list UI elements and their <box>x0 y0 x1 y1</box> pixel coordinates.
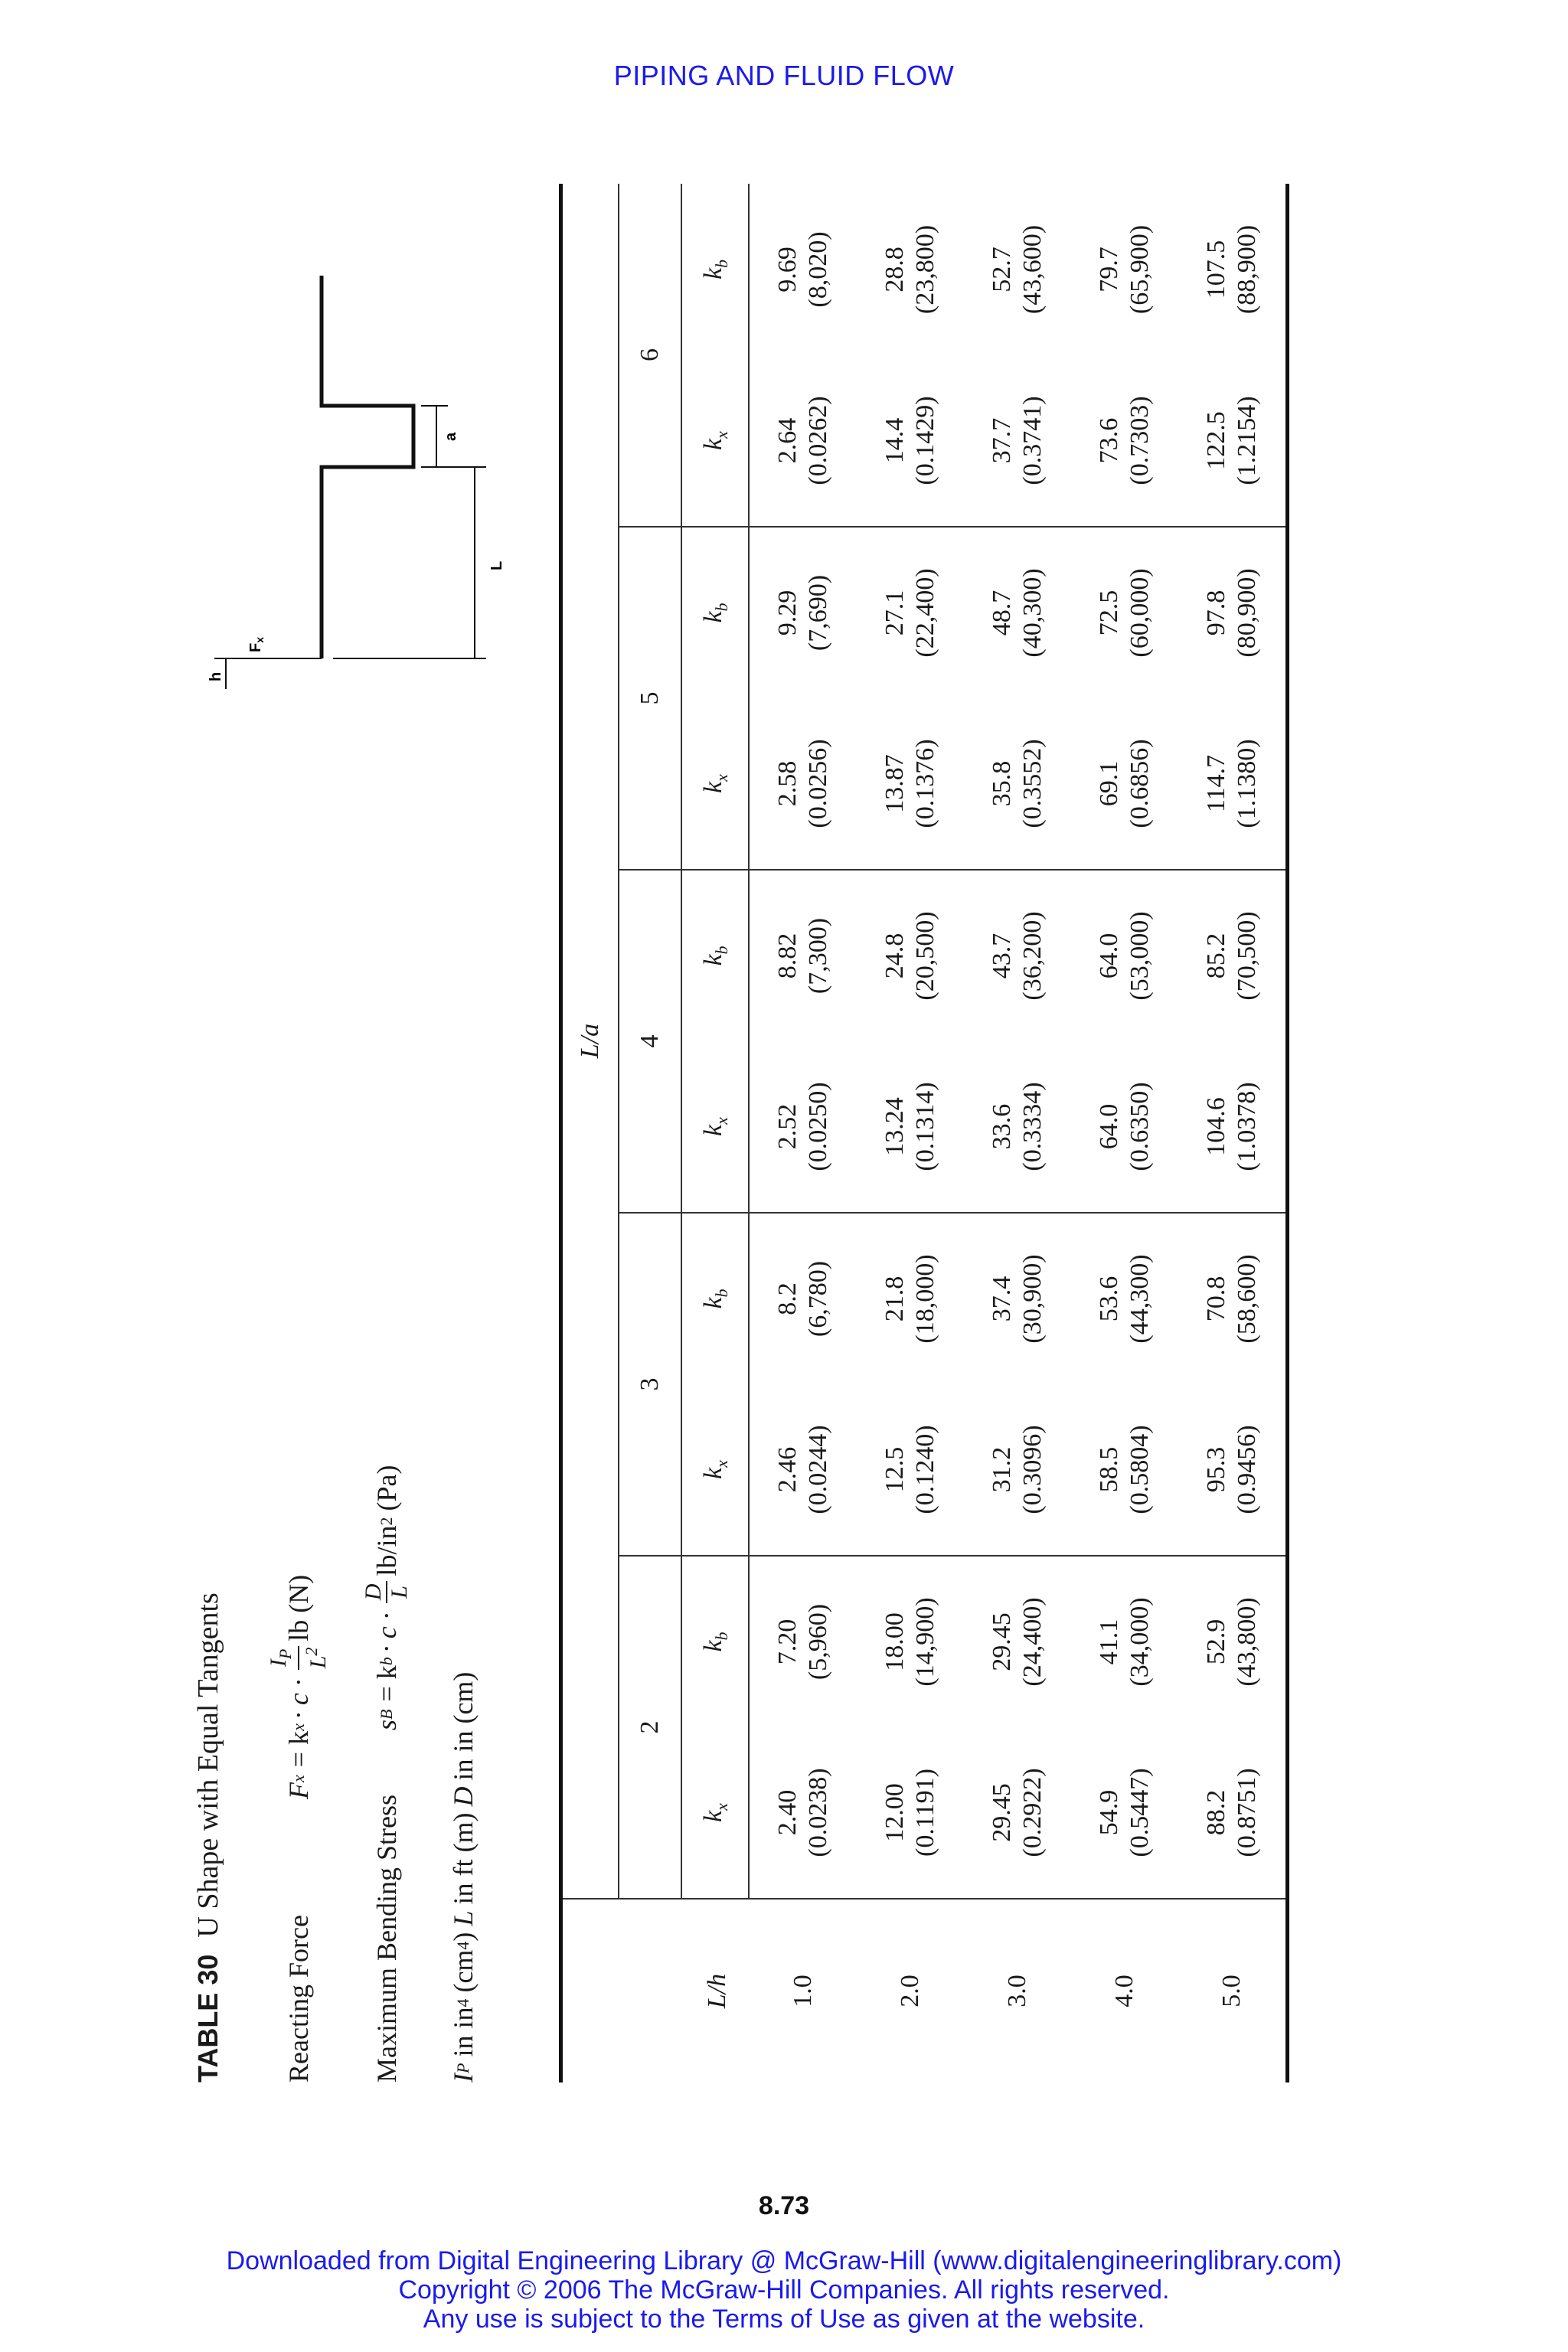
note-text: ) <box>448 1932 479 1942</box>
cell-si-value: (0.1240) <box>911 1425 939 1514</box>
cell-si-value: (40,300) <box>1018 568 1047 658</box>
fraction-denominator: L <box>387 1586 412 1599</box>
cell-kb <box>1178 184 1288 355</box>
footer <box>0 2246 1568 2334</box>
cell-value: 29.45 <box>988 1612 1016 1671</box>
u-shape-svg <box>199 276 505 704</box>
cell-value: 37.7 <box>988 417 1016 464</box>
cell-value: 9.69 <box>773 247 802 292</box>
col-kb: $k_b$ <box>681 184 749 355</box>
formula-operator: = k <box>283 1730 314 1768</box>
col-kx: $k_x$ <box>681 698 749 870</box>
cell-si-value: (0.3552) <box>1018 739 1047 828</box>
formula-subscript: x <box>289 1723 308 1731</box>
col-kx: $k_x$ <box>681 355 749 527</box>
cell-kx <box>1178 1727 1288 1899</box>
cell-value: 54.9 <box>1095 1789 1123 1836</box>
subheader-row <box>681 184 749 2082</box>
cell-kb <box>964 527 1071 698</box>
row-lh-value: 1.0 <box>788 1975 817 2007</box>
cell-value: 72.5 <box>1095 590 1123 636</box>
table-row <box>749 184 857 2082</box>
formula-symbol: s <box>371 1719 402 1730</box>
fraction-numerator: I <box>266 1659 291 1668</box>
cell-kx <box>749 1041 857 1213</box>
bending-stress-formula <box>352 1465 421 2082</box>
cell-value: 52.7 <box>988 247 1016 292</box>
cell-value: 8.82 <box>773 933 802 979</box>
cell-value: 18.00 <box>880 1612 909 1671</box>
cell-si-value: (20,500) <box>911 911 939 1001</box>
cell-si-value: (65,900) <box>1125 224 1154 315</box>
rotated-table-content <box>191 184 1261 2082</box>
col-kb: $k_b$ <box>681 1213 749 1384</box>
cell-si-value: (22,400) <box>911 568 939 658</box>
cell-kb <box>1071 1556 1178 1727</box>
cell-kx <box>749 698 857 870</box>
cell-value: 13.24 <box>880 1097 909 1156</box>
group-values-row <box>619 184 681 2082</box>
cell-kx <box>964 698 1071 870</box>
row-header: L/h <box>561 1899 750 2082</box>
cell-value: 104.6 <box>1202 1097 1230 1156</box>
cell-value: 64.0 <box>1095 933 1123 979</box>
formula-factor: · c · <box>283 1679 314 1720</box>
coefficient-table <box>559 184 1289 2082</box>
cell-kb <box>1178 1213 1288 1384</box>
cell-kb <box>749 870 857 1041</box>
cell-kb <box>857 1556 964 1727</box>
group-2: 2 <box>619 1556 681 1899</box>
table-header-top <box>561 184 619 2082</box>
cell-value: 73.6 <box>1095 417 1123 464</box>
formula-operator: = k <box>371 1665 402 1702</box>
note-text: in ft (m) <box>448 1812 479 1905</box>
cell-si-value: (43,800) <box>1233 1597 1261 1687</box>
cell-si-value: (0.0238) <box>804 1768 832 1857</box>
dim-label-h: h <box>207 671 224 681</box>
table-number: TABLE 30 <box>192 1954 224 2082</box>
cell-kb <box>857 527 964 698</box>
cell-value: 2.46 <box>773 1446 802 1493</box>
note-text: in in (cm) <box>448 1671 479 1781</box>
cell-si-value: (0.1376) <box>911 739 939 828</box>
cell-si-value: (0.0250) <box>804 1082 832 1171</box>
cell-kx <box>1071 1727 1178 1899</box>
cell-kx <box>1071 1041 1178 1213</box>
cell-si-value: (0.3096) <box>1018 1425 1047 1514</box>
cell-si-value: (70,500) <box>1233 911 1261 1001</box>
cell-kx <box>1071 698 1178 870</box>
table-body <box>749 184 1288 2082</box>
cell-kx <box>857 1041 964 1213</box>
cell-si-value: (0.1429) <box>911 396 939 485</box>
fraction-numerator-sub: P <box>276 1648 295 1660</box>
footer-line: Any use is subject to the Terms of Use as given at the website. <box>423 2305 1145 2334</box>
cell-si-value: (0.0262) <box>804 396 832 485</box>
cell-kx <box>964 1041 1071 1213</box>
cell-value: 12.00 <box>880 1783 909 1842</box>
group-6: 6 <box>619 184 681 527</box>
cell-value: 41.1 <box>1095 1619 1123 1665</box>
cell-kx <box>1071 355 1178 527</box>
table-heading <box>191 1592 225 2082</box>
cell-si-value: (18,000) <box>911 1254 939 1344</box>
formula-factor: · c · <box>371 1612 402 1653</box>
cell-si-value: (0.2922) <box>1018 1768 1047 1857</box>
cell-kb <box>1178 1556 1288 1727</box>
cell-si-value: (1.2154) <box>1233 396 1261 485</box>
cell-si-value: (43,600) <box>1018 224 1047 315</box>
cell-kb <box>964 1556 1071 1727</box>
cell-value: 107.5 <box>1202 240 1230 299</box>
cell-value: 33.6 <box>988 1103 1016 1150</box>
cell-kx <box>964 355 1071 527</box>
cell-si-value: (0.7303) <box>1125 396 1154 485</box>
cell-kx <box>1178 1384 1288 1556</box>
cell-value: 9.29 <box>773 590 802 636</box>
cell-si-value: (7,690) <box>804 574 832 652</box>
cell-value: 58.5 <box>1095 1446 1123 1493</box>
cell-value: 31.2 <box>988 1446 1016 1493</box>
bending-stress-label: Maximum Bending Stress <box>371 1795 402 2082</box>
row-lh-value: 2.0 <box>896 1975 924 2007</box>
col-kb: $k_b$ <box>681 1556 749 1727</box>
col-kx: $k_x$ <box>681 1041 749 1213</box>
cell-si-value: (0.0244) <box>804 1425 832 1514</box>
group-header: L/a <box>561 184 619 1899</box>
cell-value: 64.0 <box>1095 1103 1123 1150</box>
cell-value: 79.7 <box>1095 247 1123 292</box>
cell-kx <box>964 1384 1071 1556</box>
cell-value: 24.8 <box>880 933 909 979</box>
cell-si-value: (24,400) <box>1018 1597 1047 1687</box>
table-title: U Shape with Equal Tangents <box>192 1592 224 1938</box>
cell-si-value: (0.5804) <box>1125 1425 1154 1514</box>
cell-kx <box>749 1384 857 1556</box>
col-kb: $k_b$ <box>681 870 749 1041</box>
cell-value: 12.5 <box>880 1446 909 1493</box>
u-shape-outline <box>322 276 413 658</box>
cell-value: 37.4 <box>988 1276 1016 1322</box>
cell-value: 85.2 <box>1202 933 1230 979</box>
cell-kb <box>749 527 857 698</box>
units-note <box>440 1672 486 2082</box>
cell-si-value: (0.9456) <box>1233 1425 1261 1514</box>
table-row <box>1178 184 1288 2082</box>
cell-si-value: (0.6350) <box>1125 1082 1154 1171</box>
cell-value: 122.5 <box>1202 411 1230 470</box>
force-label: $F_x$ <box>247 636 266 652</box>
cell-kx <box>749 355 857 527</box>
col-kb: $k_b$ <box>681 527 749 698</box>
cell-si-value: (6,780) <box>804 1260 832 1338</box>
cell-si-value: (1.0378) <box>1233 1082 1261 1171</box>
dim-label-L: L <box>488 560 505 570</box>
col-kx: $k_x$ <box>681 1384 749 1556</box>
dim-label-a: a <box>443 432 459 441</box>
cell-value: 53.6 <box>1095 1276 1123 1322</box>
fraction-denominator-sup: 2 <box>302 1647 321 1656</box>
cell-value: 70.8 <box>1202 1276 1230 1322</box>
reacting-force-label: Reacting Force <box>283 1915 314 2082</box>
cell-value: 2.40 <box>773 1789 802 1836</box>
table-row <box>857 184 964 2082</box>
formula-symbol: F <box>283 1782 314 1799</box>
cell-kb <box>964 870 1071 1041</box>
stress-units-sup: 2 <box>377 1517 396 1526</box>
note-sup: 4 <box>453 1998 472 2007</box>
cell-si-value: (23,800) <box>911 224 939 315</box>
cell-kx <box>1071 1384 1178 1556</box>
cell-si-value: (0.0256) <box>804 739 832 828</box>
cell-kb <box>964 184 1071 355</box>
formula-subscript: b <box>377 1657 396 1666</box>
table-row <box>964 184 1071 2082</box>
stress-units-si: (Pa) <box>371 1465 402 1511</box>
cell-kb <box>857 870 964 1041</box>
cell-kx <box>857 698 964 870</box>
cell-value: 97.8 <box>1202 590 1230 636</box>
stress-units: lb/in <box>371 1525 402 1576</box>
note-text: (cm <box>448 1949 479 1993</box>
cell-si-value: (0.1191) <box>911 1769 939 1857</box>
cell-si-value: (58,600) <box>1233 1254 1261 1344</box>
page-number: 8.73 <box>758 2191 810 2220</box>
cell-kb <box>749 184 857 355</box>
cell-kb <box>857 1213 964 1384</box>
row-lh-value: 3.0 <box>1003 1975 1031 2007</box>
note-symbol: D <box>448 1786 479 1807</box>
cell-value: 88.2 <box>1202 1789 1230 1836</box>
group-4: 4 <box>619 870 681 1213</box>
cell-si-value: (0.1314) <box>911 1082 939 1171</box>
running-head: PIPING AND FLUID FLOW <box>613 60 955 91</box>
cell-value: 8.2 <box>773 1282 802 1315</box>
cell-si-value: (0.8751) <box>1233 1768 1261 1857</box>
table-row <box>1071 184 1178 2082</box>
row-lh-value: 5.0 <box>1178 1899 1288 2082</box>
force-fraction <box>266 1646 331 1670</box>
reacting-force-formula <box>264 1575 333 2082</box>
cell-value: 2.52 <box>773 1103 802 1150</box>
cell-kx <box>1178 355 1288 527</box>
stress-fraction <box>361 1581 412 1604</box>
fraction-denominator: L <box>305 1655 331 1669</box>
cell-value: 27.1 <box>880 590 909 636</box>
cell-si-value: (88,900) <box>1233 224 1261 315</box>
cell-value: 14.4 <box>880 417 909 464</box>
cell-kb <box>1071 184 1178 355</box>
note-subscript: P <box>453 2063 472 2073</box>
cell-kb <box>1071 1213 1178 1384</box>
cell-si-value: (0.3334) <box>1018 1082 1047 1171</box>
cell-kx <box>964 1727 1071 1899</box>
cell-si-value: (8,020) <box>804 231 832 308</box>
cell-kb <box>1071 870 1178 1041</box>
cell-kx <box>857 1727 964 1899</box>
cell-value: 114.7 <box>1202 754 1230 813</box>
fraction-numerator: D <box>361 1581 387 1604</box>
cell-kx <box>749 1727 857 1899</box>
cell-si-value: (60,000) <box>1125 568 1154 658</box>
cell-value: 21.8 <box>880 1276 909 1322</box>
cell-si-value: (80,900) <box>1233 568 1261 658</box>
row-lh-value: 4.0 <box>1110 1975 1138 2007</box>
u-shape-diagram <box>199 276 505 704</box>
cell-kb <box>1178 527 1288 698</box>
cell-kx <box>1178 1041 1288 1213</box>
cell-value: 95.3 <box>1202 1446 1230 1493</box>
force-units: lb (N) <box>283 1574 314 1642</box>
cell-kb <box>749 1213 857 1384</box>
cell-kb <box>857 184 964 355</box>
cell-value: 7.20 <box>773 1619 802 1665</box>
col-kx: $k_x$ <box>681 1727 749 1899</box>
cell-kx <box>1178 698 1288 870</box>
cell-si-value: (7,300) <box>804 917 832 995</box>
cell-kb <box>1071 527 1178 698</box>
cell-value: 13.87 <box>880 754 909 813</box>
cell-kb <box>964 1213 1071 1384</box>
cell-kb <box>749 1556 857 1727</box>
footer-line: Downloaded from Digital Engineering Library @ McGraw-Hill (www.digitalengineeringlibrary.com) <box>226 2246 1342 2275</box>
note-symbol: L <box>448 1910 479 1926</box>
formula-subscript: B <box>377 1709 396 1720</box>
cell-si-value: (5,960) <box>804 1603 832 1681</box>
cell-si-value: (53,000) <box>1125 911 1154 1001</box>
cell-kx <box>857 355 964 527</box>
note-symbol: I <box>448 2073 479 2082</box>
cell-si-value: (14,900) <box>911 1597 939 1687</box>
cell-value: 35.8 <box>988 760 1016 807</box>
cell-value: 43.7 <box>988 933 1016 979</box>
cell-si-value: (0.5447) <box>1125 1768 1154 1857</box>
cell-si-value: (44,300) <box>1125 1254 1154 1344</box>
note-text: in in <box>448 2007 479 2057</box>
cell-value: 2.58 <box>773 760 802 807</box>
group-3: 3 <box>619 1213 681 1556</box>
cell-si-value: (0.6856) <box>1125 739 1154 828</box>
note-sup: 4 <box>453 1941 472 1950</box>
cell-si-value: (36,200) <box>1018 911 1047 1001</box>
cell-value: 69.1 <box>1095 760 1123 807</box>
cell-value: 52.9 <box>1202 1619 1230 1665</box>
cell-si-value: (34,000) <box>1125 1597 1154 1687</box>
cell-value: 29.45 <box>988 1783 1016 1842</box>
cell-kb <box>1178 870 1288 1041</box>
cell-si-value: (30,900) <box>1018 1254 1047 1344</box>
cell-si-value: (1.1380) <box>1233 739 1261 828</box>
cell-kx <box>857 1384 964 1556</box>
cell-si-value: (0.3741) <box>1018 396 1047 485</box>
footer-line: Copyright © 2006 The McGraw-Hill Companies. All rights reserved. <box>398 2275 1170 2305</box>
formula-subscript: x <box>289 1775 308 1782</box>
cell-value: 48.7 <box>988 590 1016 636</box>
group-5: 5 <box>619 527 681 870</box>
cell-value: 28.8 <box>880 247 909 292</box>
cell-value: 2.64 <box>773 417 802 464</box>
